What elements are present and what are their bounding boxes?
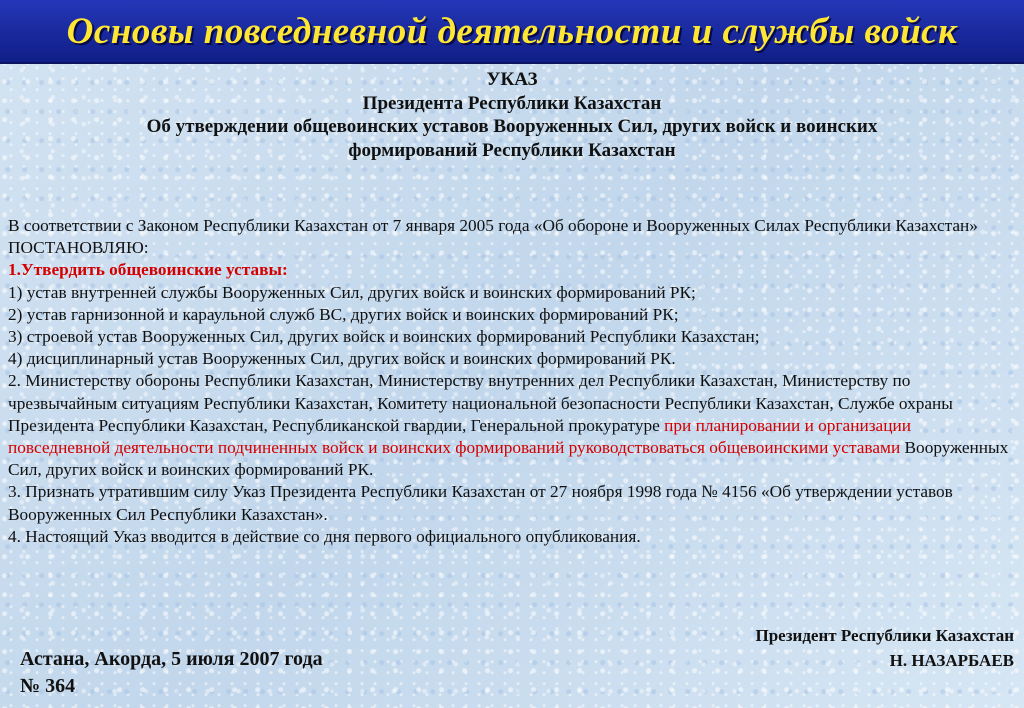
decree-subject-line1: Об утверждении общевоинских уставов Вооруженных Сил, других войск и воинских: [146, 116, 878, 137]
item1-heading: 1.Утвердить общевоинские уставы:: [8, 260, 288, 280]
decree-number: № 364: [20, 675, 76, 697]
item4-paragraph: 4. Настоящий Указ вводится в действие со дня первого официального опубликования.: [8, 526, 641, 546]
list-item: 1) устав внутренней службы Вооруженных Сил, других войск и воинских формирований РК;: [8, 282, 696, 302]
decree-issuer: Президента Республики Казахстан: [362, 92, 662, 114]
item2-end: Вооруженных Сил, других войск и воинских формирований РК.: [8, 438, 1009, 480]
decree-subject-line2: формирований Республики Казахстан: [348, 139, 676, 161]
list-item: 2) устав гарнизонной и караульной служб ВС, других войск и воинских формирований РК;: [8, 304, 679, 324]
title-bar: [0, 0, 1024, 64]
decree-header: [0, 68, 1024, 162]
decree-type: УКАЗ: [486, 69, 538, 90]
place-date: Астана, Акорда, 5 июля 2007 года: [20, 648, 323, 670]
item2-start: 2. Министерству обороны Республики Казахстан, Министерству внутренних дел Республики Казахстан, Министерству по чрезвычайным ситуациям Республики Казахстан, Комитету национальной безопасности Республики Казахстан, Службе охраны Президента Республики Казахстан, Республиканской гвардии, Генеральной прокуратуре: [8, 371, 953, 435]
signatory-name: Н. НАЗАРБАЕВ: [889, 651, 1014, 670]
item2-highlight: при планировании и организации повседневной деятельности подчиненных войск и воинских формирований руководствоваться общевоинскими уставами: [8, 415, 911, 458]
list-item: 4) дисциплинарный устав Вооруженных Сил, других войск и воинских формирований РК.: [8, 349, 676, 369]
list-item: 3) строевой устав Вооруженных Сил, других войск и воинских формирований Республики Казахстан;: [8, 327, 760, 347]
item2-paragraph: [8, 370, 1014, 481]
place-date-block: [20, 646, 323, 700]
intro-paragraph: В соответствии с Законом Республики Казахстан от 7 января 2005 года «Об обороне и Вооруженных Силах Республики Казахстан» ПОСТАНОВЛЯЮ:: [8, 216, 978, 258]
slide-title: Основы повседневной деятельности и службы войск: [66, 11, 958, 52]
item3-paragraph: 3. Признать утратившим силу Указ Президента Республики Казахстан от 27 ноября 1998 года № 4156 «Об утверждении уставов Вооруженных Сил Республики Казахстан».: [8, 482, 953, 524]
decree-body: [8, 215, 1014, 548]
signature-block: [755, 623, 1014, 673]
signatory-position: Президент Республики Казахстан: [755, 626, 1014, 645]
